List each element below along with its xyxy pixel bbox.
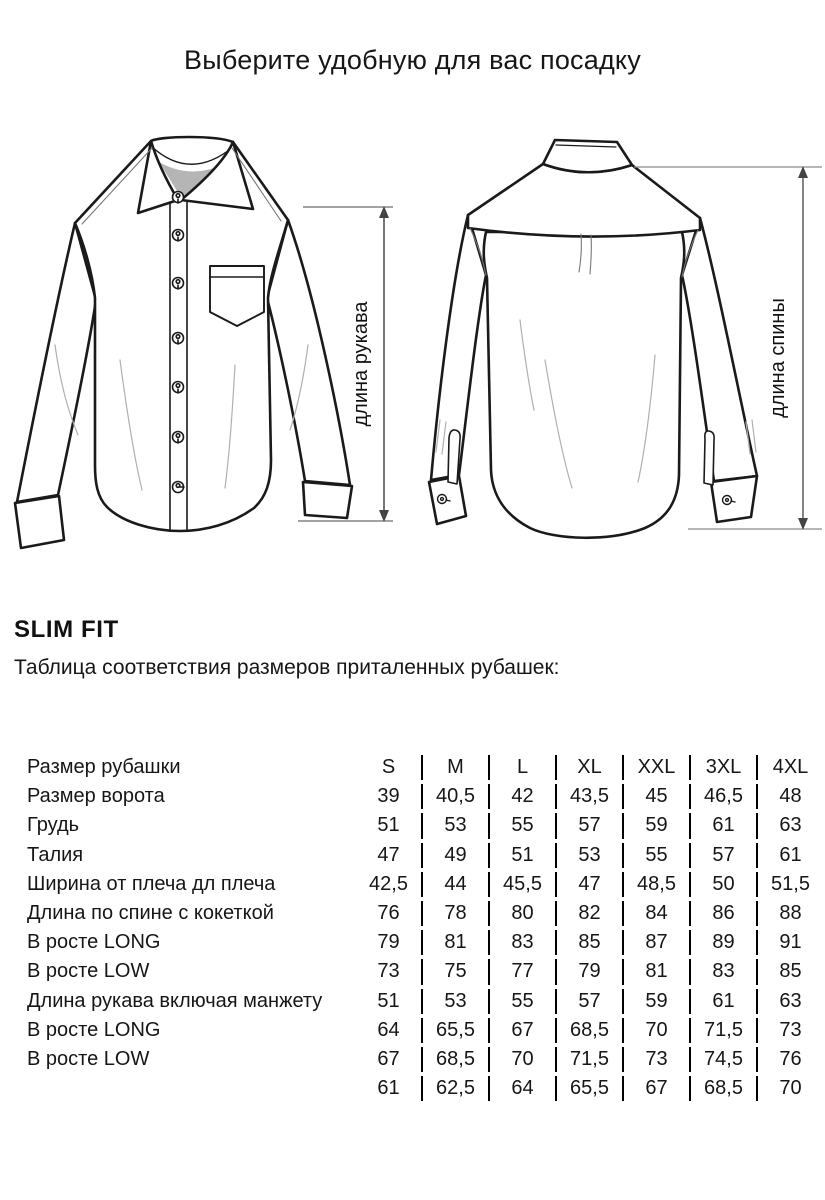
size-value-cell: XL (556, 753, 623, 782)
size-value-cell: 49 (422, 841, 489, 870)
size-value-cell: 40,5 (422, 782, 489, 811)
front-shirt-drawing (15, 137, 352, 548)
row-label: В росте LOW (27, 960, 150, 983)
size-value-cell: 55 (623, 841, 690, 870)
size-value-cell: 48,5 (623, 870, 690, 899)
size-value-cell: 53 (556, 841, 623, 870)
size-value-cell: M (422, 753, 489, 782)
size-value-cell: 48 (757, 782, 824, 811)
size-value-cell: 81 (422, 928, 489, 957)
size-value-cell: 78 (422, 899, 489, 928)
size-value-cell: 63 (757, 987, 824, 1016)
table-row (0, 811, 824, 840)
size-value-cell: 55 (489, 987, 556, 1016)
table-row (0, 957, 824, 986)
table-row (0, 753, 824, 782)
size-value-cell: 53 (422, 811, 489, 840)
size-value-cell: 67 (623, 1074, 690, 1103)
table-row (0, 870, 824, 899)
table-subtitle: Таблица соответствия размеров приталенных рубашек: (14, 656, 560, 679)
size-value-cell: 74,5 (690, 1045, 757, 1074)
size-value-cell: 59 (623, 811, 690, 840)
back-shirt-drawing (429, 140, 757, 538)
size-value-cell: 75 (422, 957, 489, 986)
table-row (0, 841, 824, 870)
size-value-cell: 73 (757, 1016, 824, 1045)
size-value-cell: 61 (377, 1077, 400, 1100)
size-value-cell: 51 (489, 841, 556, 870)
size-value-cell: 42,5 (369, 872, 408, 895)
size-value-cell: 45,5 (489, 870, 556, 899)
row-label: Размер рубашки (27, 756, 181, 779)
size-value-cell: 42 (489, 782, 556, 811)
size-value-cell: 68,5 (422, 1045, 489, 1074)
sleeve-length-label: длина рукава (350, 301, 372, 427)
size-value-cell: 77 (489, 957, 556, 986)
size-value-cell: 68,5 (556, 1016, 623, 1045)
size-value-cell: 53 (422, 987, 489, 1016)
row-label: Талия (27, 843, 84, 866)
row-label: Размер ворота (27, 785, 165, 808)
size-value-cell: 65,5 (556, 1074, 623, 1103)
size-value-cell: 83 (489, 928, 556, 957)
size-value-cell: 43,5 (556, 782, 623, 811)
size-value-cell: 84 (623, 899, 690, 928)
size-value-cell: 44 (422, 870, 489, 899)
table-row (0, 1074, 824, 1103)
size-value-cell: 80 (489, 899, 556, 928)
size-value-cell: 46,5 (690, 782, 757, 811)
size-value-cell: 50 (690, 870, 757, 899)
arrow-down-icon (798, 518, 808, 530)
row-label: Длина рукава включая манжету (27, 989, 323, 1012)
size-value-cell: 89 (690, 928, 757, 957)
size-value-cell: 59 (623, 987, 690, 1016)
row-label: В росте LONG (27, 931, 161, 954)
arrow-up-icon (379, 206, 389, 218)
size-value-cell: 57 (690, 841, 757, 870)
size-value-cell: 76 (377, 902, 400, 925)
size-value-cell: L (489, 753, 556, 782)
size-value-cell: 39 (377, 785, 400, 808)
table-row (0, 987, 824, 1016)
size-value-cell: 65,5 (422, 1016, 489, 1045)
size-value-cell: 87 (623, 928, 690, 957)
size-value-cell: 64 (489, 1074, 556, 1103)
back-length-label: длина спины (767, 298, 789, 418)
size-value-cell: 61 (690, 811, 757, 840)
arrow-down-icon (379, 510, 389, 522)
size-value-cell: 76 (757, 1045, 824, 1074)
row-label: Грудь (27, 814, 80, 837)
size-value-cell: 57 (556, 987, 623, 1016)
page-title: Выберите удобную для вас посадку (184, 45, 641, 75)
size-value-cell: 57 (556, 811, 623, 840)
size-value-cell: 55 (489, 811, 556, 840)
size-value-cell: 47 (377, 843, 400, 866)
size-table (0, 753, 824, 1103)
size-value-cell: 68,5 (690, 1074, 757, 1103)
size-value-cell: 85 (556, 928, 623, 957)
row-label: В росте LOW (27, 1047, 150, 1070)
size-value-cell: 82 (556, 899, 623, 928)
arrow-up-icon (798, 166, 808, 178)
chest-pocket (210, 266, 264, 326)
size-value-cell: 81 (623, 957, 690, 986)
size-value-cell: XXL (623, 753, 690, 782)
fit-heading: SLIM FIT (14, 616, 119, 643)
table-row (0, 782, 824, 811)
size-value-cell: 67 (489, 1016, 556, 1045)
size-value-cell: 85 (757, 957, 824, 986)
row-label: Ширина от плеча дл плеча (27, 872, 276, 895)
size-value-cell: 91 (757, 928, 824, 957)
table-row (0, 1016, 824, 1045)
size-value-cell: 83 (690, 957, 757, 986)
size-value-cell: 79 (556, 957, 623, 986)
size-value-cell: 70 (757, 1074, 824, 1103)
size-value-cell: 63 (757, 811, 824, 840)
row-label (0, 1074, 355, 1103)
size-value-cell: 88 (757, 899, 824, 928)
size-value-cell: 71,5 (556, 1045, 623, 1074)
size-value-cell: 61 (690, 987, 757, 1016)
size-value-cell: 47 (556, 870, 623, 899)
size-value-cell: 3XL (690, 753, 757, 782)
size-value-cell: 86 (690, 899, 757, 928)
size-value-cell: 70 (489, 1045, 556, 1074)
size-value-cell: 73 (623, 1045, 690, 1074)
size-value-cell: 51 (377, 989, 400, 1012)
size-value-cell: 73 (377, 960, 400, 983)
row-label: В росте LONG (27, 1018, 161, 1041)
table-row (0, 899, 824, 928)
shirt-figure (0, 120, 825, 570)
size-value-cell: 45 (623, 782, 690, 811)
size-value-cell: 79 (377, 931, 400, 954)
size-value-cell: 70 (623, 1016, 690, 1045)
size-value-cell: 61 (757, 841, 824, 870)
size-value-cell: 64 (377, 1018, 400, 1041)
size-value-cell: 62,5 (422, 1074, 489, 1103)
size-value-cell: 51,5 (757, 870, 824, 899)
size-value-cell: 67 (377, 1047, 400, 1070)
size-value-cell: 71,5 (690, 1016, 757, 1045)
size-value-cell: 4XL (757, 753, 824, 782)
size-value-cell: 51 (377, 814, 400, 837)
row-label: Длина по спине с кокеткой (27, 902, 274, 925)
table-row (0, 928, 824, 957)
table-row (0, 1045, 824, 1074)
size-value-cell: S (381, 756, 396, 779)
